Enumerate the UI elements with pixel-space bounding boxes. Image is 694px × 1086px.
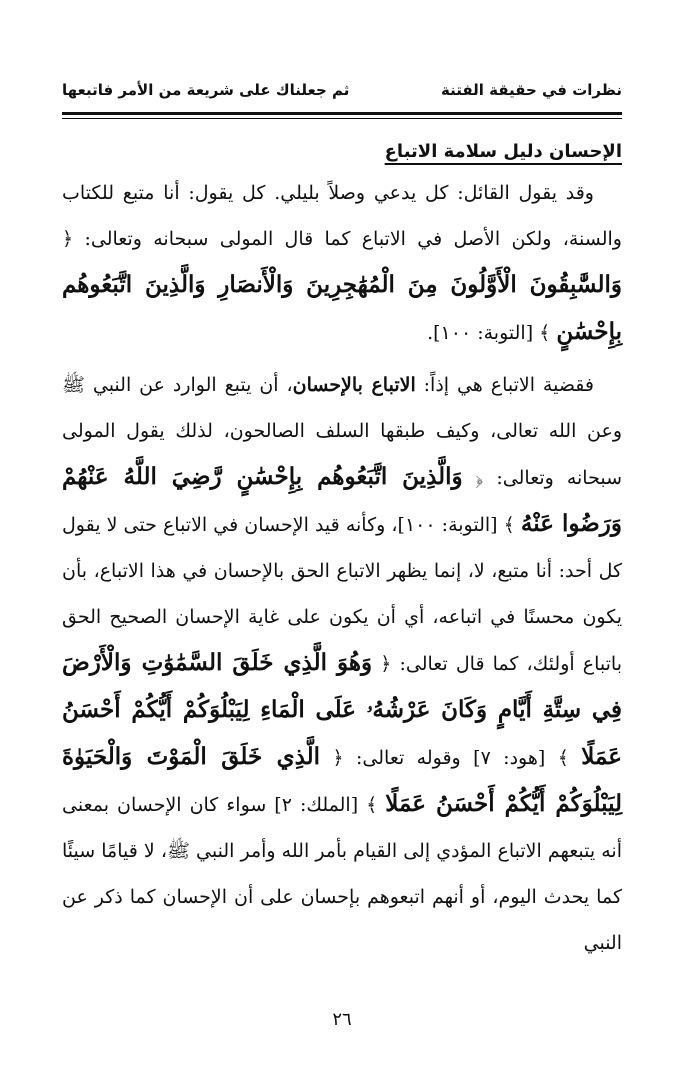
paragraph-1 (62, 170, 622, 356)
paragraph-1-text-a: وقد يقول القائل: كل يدعي وصلاً بليلي. كل يقول: أنا متبع للكتاب والسنة، ولكن الأصل في الاتباع كما قال المولى سبحانه وتعالى: ﴿ (62, 182, 622, 250)
running-header (62, 70, 622, 110)
section-title: الإحسان دليل سلامة الاتباع (384, 141, 622, 162)
quran-verse-hud-7: وَهُوَ الَّذِي خَلَقَ السَّمَٰوَٰتِ وَالْأَرْضَ فِي سِتَّةِ أَيَّامٍ وَكَانَ عَرْشُهُۥ عَلَى الْمَاءِ لِيَبْلُوَكُمْ أَيُّكُمْ أَحْسَنُ عَمَلًا (62, 649, 622, 770)
quran-verse-tawbah-100-b: وَالَّذِينَ اتَّبَعُوهُم بِإِحْسَٰنٍ رَّضِيَ اللَّهُ عَنْهُمْ وَرَضُوا عَنْهُ (62, 463, 622, 537)
book-title: نظرات في حقيقة الفتنة (441, 81, 622, 99)
paragraph-2-text-3: ﴾ [التوبة: ١٠٠]، وكأنه قيد الإحسان في الاتباع حتى لا يقول كل أحد: أنا متبع، لا، إنما يظهر الاتباع الحق بالإحسان في هذا الاتباع، بأن يكون محسنًا في اتباعه، أي أن يكون على غاية الإحسان الصحيح الحق باتباع أولئك، كما قال تعالى: ﴿ (62, 514, 622, 675)
header-rule-thick (62, 112, 622, 115)
book-page (62, 70, 622, 1030)
chapter-title: ثم جعلناك على شريعة من الأمر فاتبعها (62, 81, 350, 99)
paragraph-2-text-1: فقضية الاتباع هي إذاً: (415, 374, 595, 396)
paragraph-2 (62, 362, 622, 966)
quran-verse-tawbah-100: وَالسَّٰبِقُونَ الْأَوَّلُونَ مِنَ الْمُهَٰجِرِينَ وَالْأَنصَارِ وَالَّذِينَ اتَّبَعُوهُم بِإِحْسَٰنٍ (62, 271, 622, 345)
paragraph-2-text-4: ﴾ [هود: ٧] وقوله تعالى: ﴿ (320, 747, 582, 769)
page-number: ٢٦ (332, 1009, 352, 1030)
paragraph-2-text-5: ﴾ [الملك: ٢] سواء كان الإحسان بمعنى أنه يتبعهم الاتباع المؤدي إلى القيام بأمر الله وأمر النبي ﷺ، لا قيامًا سيئًا كما يحدث اليوم، أو أنهم اتبعوهم بإحسان على أن الإحسان كما ذكر عن النبي (62, 794, 622, 954)
paragraph-2-text-2: ، أن يتبع الوارد عن النبي ﷺ وعن الله تعالى، وكيف طبقها السلف الصالحون، لذلك يقول المولى سبحانه وتعالى: ﴿ (62, 374, 623, 489)
emphasis-ittiba-bil-ihsan: الاتباع بالإحسان (292, 374, 416, 396)
header-rule-thin (62, 118, 622, 119)
paragraph-1-text-b: ﴾ [التوبة: ١٠٠]. (427, 322, 557, 344)
quran-verse-mulk-2: الَّذِي خَلَقَ الْمَوْتَ وَالْحَيَوٰةَ لِيَبْلُوَكُمْ أَيُّكُمْ أَحْسَنُ عَمَلًا (62, 743, 623, 817)
